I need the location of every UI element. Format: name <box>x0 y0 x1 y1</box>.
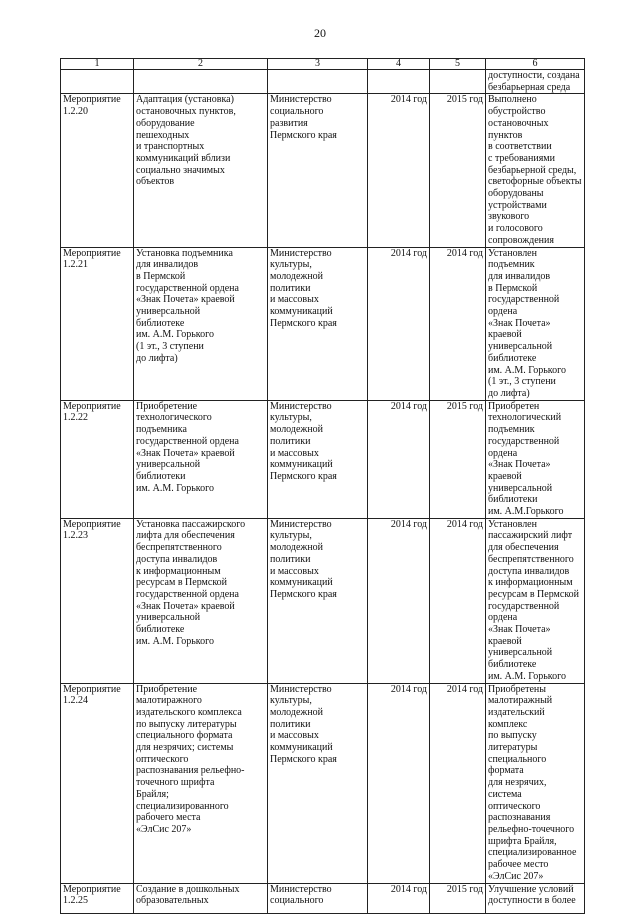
column-number-2: 2 <box>134 59 268 70</box>
empty-cell <box>430 70 486 94</box>
column-number-3: 3 <box>268 59 368 70</box>
end-year: 2014 год <box>430 518 486 683</box>
table-row <box>61 883 585 913</box>
measure-code: Мероприятие 1.2.22 <box>61 400 134 518</box>
empty-cell <box>134 70 268 94</box>
column-number-1: 1 <box>61 59 134 70</box>
result-cell: доступности, создана безбарьерная среда <box>486 70 585 94</box>
table-row <box>61 247 585 400</box>
measure-name: Приобретение малотиражного издательского комплекса по выпуску литературы специального формата для незрячих; системы оптического распознавания рельефно- точечного шрифта Брайля; специализированного рабочего места «ЭлСис 207» <box>134 683 268 883</box>
start-year: 2014 год <box>368 247 430 400</box>
expected-result: Приобретены малотиражный издательский комплекс по выпуску литературы специального формата для незрячих, система оптического распознавания рельефно-точечного шрифта Брайля, специализированное рабочее место «ЭлСис 207» <box>486 683 585 883</box>
executor: Министерство социального развития Пермского края <box>268 94 368 247</box>
column-number-6: 6 <box>486 59 585 70</box>
empty-cell <box>368 70 430 94</box>
end-year: 2015 год <box>430 883 486 913</box>
column-number-row <box>61 59 585 70</box>
executor: Министерство социального <box>268 883 368 913</box>
measure-name: Адаптация (установка) остановочных пунктов, оборудование пешеходных и транспортных коммуникаций вблизи социально значимых объектов <box>134 94 268 247</box>
table-row <box>61 683 585 883</box>
start-year: 2014 год <box>368 883 430 913</box>
table-row <box>61 400 585 518</box>
empty-cell <box>61 70 134 94</box>
measure-name: Приобретение технологического подъемника государственной ордена «Знак Почета» краевой универсальной библиотеки им. А.М. Горького <box>134 400 268 518</box>
measure-code: Мероприятие 1.2.25 <box>61 883 134 913</box>
measure-name: Установка пассажирского лифта для обеспечения беспрепятственного доступа инвалидов к информационным ресурсам в Пермской государственной ордена «Знак Почета» краевой универсальной библиотеке им. А.М. Горького <box>134 518 268 683</box>
continuation-row <box>61 70 585 94</box>
table-row <box>61 518 585 683</box>
column-number-5: 5 <box>430 59 486 70</box>
measures-table <box>60 58 585 914</box>
measure-code: Мероприятие 1.2.21 <box>61 247 134 400</box>
end-year: 2014 год <box>430 247 486 400</box>
measure-code: Мероприятие 1.2.20 <box>61 94 134 247</box>
empty-cell <box>268 70 368 94</box>
end-year: 2014 год <box>430 683 486 883</box>
page-number: 20 <box>314 26 326 40</box>
executor: Министерство культуры, молодежной политики и массовых коммуникаций Пермского края <box>268 518 368 683</box>
measure-code: Мероприятие 1.2.23 <box>61 518 134 683</box>
expected-result: Установлен подъемник для инвалидов в Пермской государственной ордена «Знак Почета» краевой универсальной библиотеке им. А.М. Горького (1 эт., 3 ступени до лифта) <box>486 247 585 400</box>
executor: Министерство культуры, молодежной политики и массовых коммуникаций Пермского края <box>268 683 368 883</box>
expected-result: Улучшение условий доступности в более <box>486 883 585 913</box>
end-year: 2015 год <box>430 94 486 247</box>
table-row <box>61 94 585 247</box>
measure-code: Мероприятие 1.2.24 <box>61 683 134 883</box>
column-number-4: 4 <box>368 59 430 70</box>
expected-result: Установлен пассажирский лифт для обеспечения беспрепятственного доступа инвалидов к информационным ресурсам в Пермской государственной ордена «Знак Почета» краевой универсальной библиотеке им. А.М. Горького <box>486 518 585 683</box>
expected-result: Приобретен технологический подъемник государственной ордена «Знак Почета» краевой универсальной библиотеки им. А.М.Горького <box>486 400 585 518</box>
executor: Министерство культуры, молодежной политики и массовых коммуникаций Пермского края <box>268 400 368 518</box>
measure-name: Создание в дошкольных образовательных <box>134 883 268 913</box>
start-year: 2014 год <box>368 94 430 247</box>
expected-result: Выполнено обустройство остановочных пунктов в соответствии с требованиями безбарьерной среды, светофорные объекты оборудованы устройствами звукового и голосового сопровождения <box>486 94 585 247</box>
end-year: 2015 год <box>430 400 486 518</box>
start-year: 2014 год <box>368 400 430 518</box>
start-year: 2014 год <box>368 518 430 683</box>
executor: Министерство культуры, молодежной политики и массовых коммуникаций Пермского края <box>268 247 368 400</box>
start-year: 2014 год <box>368 683 430 883</box>
measure-name: Установка подъемника для инвалидов в Пермской государственной ордена «Знак Почета» краевой универсальной библиотеке им. А.М. Горького (1 эт., 3 ступени до лифта) <box>134 247 268 400</box>
